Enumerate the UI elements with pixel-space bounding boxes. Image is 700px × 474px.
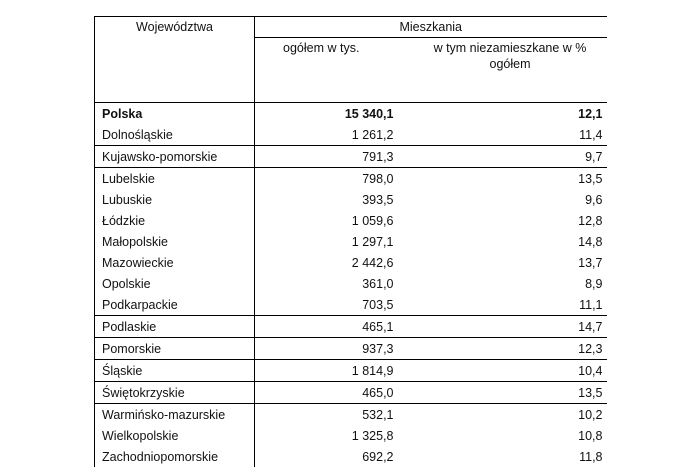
- region-name: Lubuskie: [95, 189, 255, 210]
- region-name: Wielkopolskie: [95, 425, 255, 446]
- header-unoccupied: w tym niezamieszkane w % ogółem: [400, 38, 607, 103]
- table-row: [95, 425, 607, 446]
- unoccupied-percent: 10,8: [578, 428, 603, 443]
- dwellings-total: 2 442,6: [351, 255, 394, 270]
- dwellings-total: 937,3: [255, 338, 400, 360]
- table-row: [95, 360, 607, 382]
- unoccupied-percent: 13,5: [400, 382, 607, 404]
- unoccupied-percent: 11,1: [579, 297, 603, 312]
- region-name: Dolnośląskie: [95, 124, 255, 146]
- table-row: [95, 189, 607, 210]
- region-name: Śląskie: [95, 360, 255, 382]
- unoccupied-percent: 12,3: [400, 338, 607, 360]
- dwellings-total: 465,0: [255, 382, 400, 404]
- table-row: [95, 210, 607, 231]
- unoccupied-percent: 13,5: [400, 168, 607, 190]
- dwellings-total: 791,3: [255, 146, 400, 168]
- dwellings-total: 1 059,6: [351, 213, 394, 228]
- table-row: [95, 252, 607, 273]
- table-row: [95, 316, 607, 338]
- dwellings-total: 692,2: [362, 449, 394, 464]
- table-row: [95, 231, 607, 252]
- table-row-poland: [95, 103, 607, 125]
- housing-table-container: [94, 16, 606, 467]
- unoccupied-percent: 12,8: [578, 213, 603, 228]
- dwellings-total: 1 261,2: [351, 127, 394, 142]
- unoccupied-percent: 14,7: [400, 316, 607, 338]
- table-row: [95, 273, 607, 294]
- table-row: [95, 294, 607, 316]
- region-name: Lubelskie: [95, 168, 255, 190]
- region-name: Warmińsko-mazurskie: [95, 404, 255, 426]
- dwellings-total: 703,5: [362, 297, 394, 312]
- dwellings-total: 1 325,8: [351, 428, 394, 443]
- unoccupied-percent: 12,1: [578, 106, 603, 121]
- unoccupied-percent: 10,4: [400, 360, 607, 382]
- dwellings-total: 1 297,1: [351, 234, 394, 249]
- region-name: Małopolskie: [95, 231, 255, 252]
- table-row: [95, 124, 607, 146]
- dwellings-total: 15 340,1: [344, 106, 394, 121]
- region-name: Mazowieckie: [95, 252, 255, 273]
- region-name: Pomorskie: [95, 338, 255, 360]
- region-name: Polska: [95, 103, 255, 125]
- region-name: Łódzkie: [95, 210, 255, 231]
- unoccupied-percent: 11,8: [579, 449, 603, 464]
- unoccupied-percent: 13,7: [578, 255, 603, 270]
- unoccupied-percent: 11,4: [579, 127, 603, 142]
- table-row: [95, 168, 607, 190]
- table-row: [95, 146, 607, 168]
- region-name: Zachodniopomorskie: [95, 446, 255, 467]
- unoccupied-percent: 9,6: [585, 192, 603, 207]
- dwellings-total: 361,0: [362, 276, 394, 291]
- dwellings-total: 393,5: [362, 192, 394, 207]
- header-dwellings: Mieszkania: [255, 17, 607, 38]
- dwellings-total: 465,1: [255, 316, 400, 338]
- region-name: Opolskie: [95, 273, 255, 294]
- region-name: Świętokrzyskie: [95, 382, 255, 404]
- table-row: [95, 404, 607, 426]
- table-row: [95, 446, 607, 467]
- header-total: ogółem w tys.: [255, 38, 400, 103]
- dwellings-total: 1 814,9: [255, 360, 400, 382]
- dwellings-total: 798,0: [255, 168, 400, 190]
- table-row: [95, 338, 607, 360]
- unoccupied-percent: 10,2: [400, 404, 607, 426]
- header-region-spacer: [95, 38, 255, 103]
- table-row: [95, 382, 607, 404]
- region-name: Podlaskie: [95, 316, 255, 338]
- unoccupied-percent: 14,8: [578, 234, 603, 249]
- header-region: Województwa: [95, 17, 255, 38]
- region-name: Kujawsko-pomorskie: [95, 146, 255, 168]
- region-name: Podkarpackie: [95, 294, 255, 316]
- housing-table: [94, 16, 607, 467]
- unoccupied-percent: 8,9: [585, 276, 603, 291]
- unoccupied-percent: 9,7: [400, 146, 607, 168]
- dwellings-total: 532,1: [255, 404, 400, 426]
